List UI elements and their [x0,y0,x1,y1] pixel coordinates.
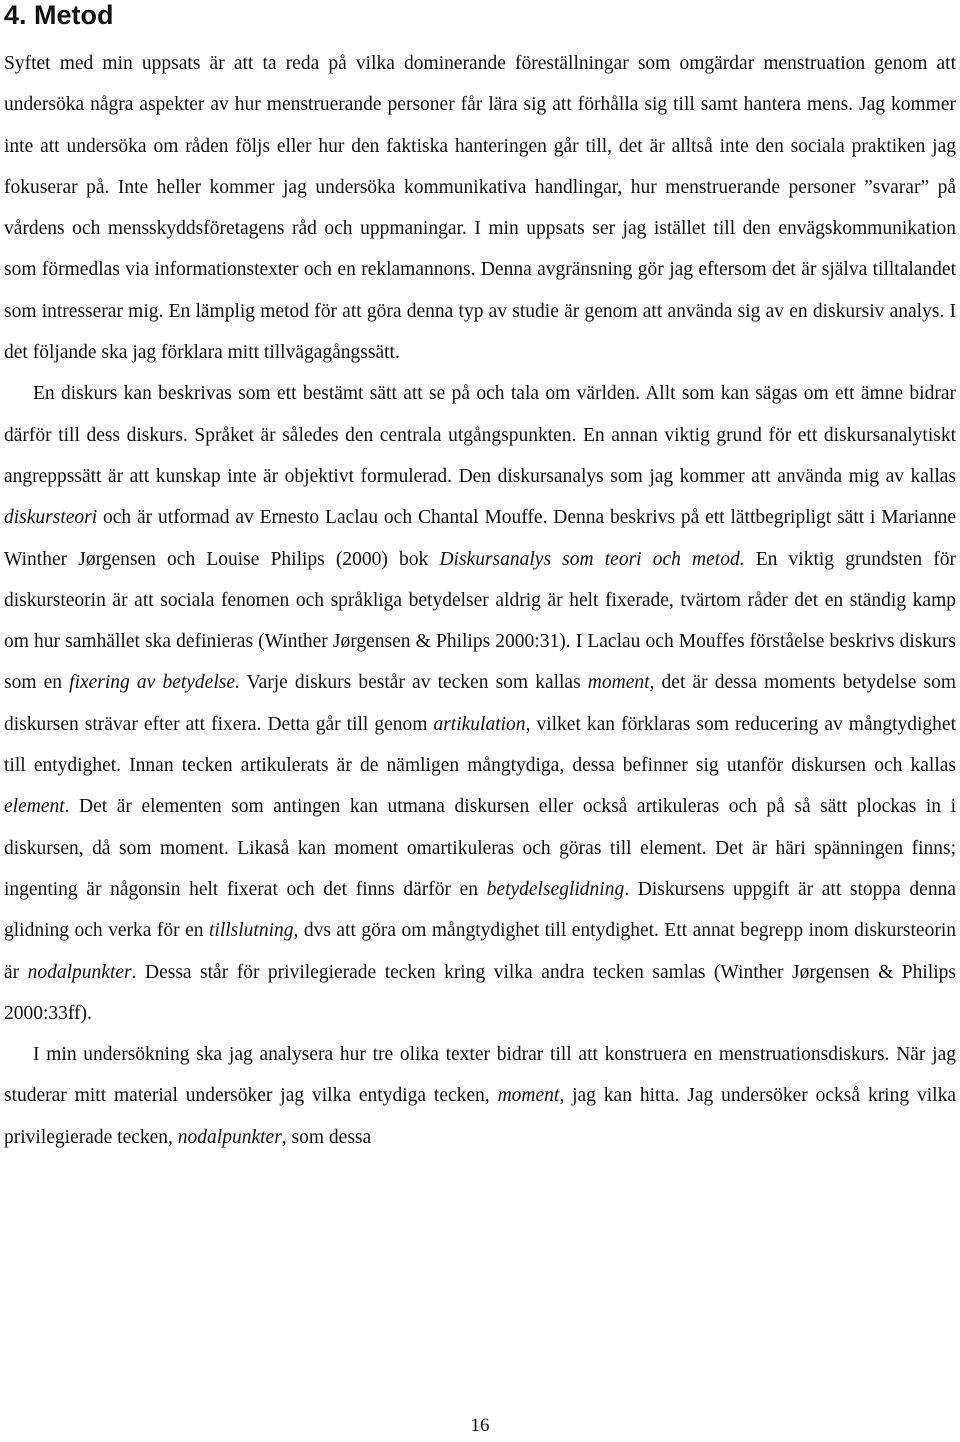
paragraph-2-text: och är utformad av Ernesto Laclau och Chantal Mouffe. Denna beskrivs på ett lättbegripligt sätt i Marianne Winther Jørgensen och Louise Philips (2000) bok [4,507,956,570]
term-moment: moment [497,1085,560,1107]
term-nodalpunkter: nodalpunkter [177,1126,282,1148]
paragraph-3-text: , jag kan hitta. Jag undersöker också kring vilka privilegierade tecken, [4,1085,956,1148]
paragraph-2-text: En diskurs kan beskrivas som ett bestämt sätt att se på och tala om världen. Allt som kan sägas om ett ämne bidrar därför till dess diskurs. Språket är således den centrala utgångspunkten. En annan viktig grund för ett diskursanalytiskt angreppssätt är att kunskap inte är objektivt formulerad. Den diskursanalys som jag kommer att använda mig av kallas [4,383,956,487]
term-tillslutning: tillslutning [208,920,294,942]
paragraph-2-text: En viktig grundsten för diskursteorin är att sociala fenomen och språkliga betydelser aldrig är helt fixerade, tvärtom råder det en ständig kamp om hur samhället ska definieras (Winther Jørgensen & Philips 2000:31). I Laclau och Mouffes förståelse beskrivs diskurs som en [4,548,956,694]
book-title: Diskursanalys som teori och metod. [439,548,745,570]
paragraph-2-text: . Diskursens uppgift är att stoppa denna glidning och verka för en [4,878,956,942]
paragraph-2 [4,373,956,1034]
term-element: element [4,796,65,818]
paragraph-2-text: Varje diskurs består av tecken som kallas [239,672,588,694]
paragraph-3-text: I min undersökning ska jag analysera hur tre olika texter bidrar till att konstruera en menstruationsdiskurs. När jag studerar mitt material undersöker jag vilka entydiga tecken, [4,1044,956,1107]
paragraph-2-text: . Det är elementen som antingen kan utmana diskursen eller också artikuleras och på så sätt plockas in i diskursen, då som moment. Likaså kan moment omartikuleras och göras till element. Det är häri spänningen finns; ingenting är någonsin helt fixerat och det finns därför en [4,796,956,900]
paragraph-3-text: , som dessa [281,1126,372,1148]
document-page [4,0,956,1442]
term-artikulation: artikulation [433,713,526,735]
paragraph-2-text: . Dessa står för privilegierade tecken kring vilka andra tecken samlas (Winther Jørgensen & Philips 2000:33ff). [4,961,956,1024]
paragraph-2-text: , vilket kan förklaras som reducering av mångtydighet till entydighet. Innan tecken artikulerats är de nämligen mångtydiga, dessa befinner sig utanför diskursen och kallas [4,713,957,777]
term-diskursteori: diskursteori [4,507,98,529]
term-nodalpunkter: nodalpunkter [27,961,132,983]
paragraph-1 [4,43,956,373]
section-heading: 4. Metod [4,0,114,30]
term-betydelseglidning: betydelseglidning [486,878,625,900]
paragraph-3 [4,1034,956,1158]
paragraph-2-text: det är dessa moments betydelse som diskursen strävar efter att fixera. Detta går till genom [4,672,956,735]
term-fixering: fixering av betydelse. [69,672,240,694]
term-moment: moment, [587,672,655,694]
paragraph-1-text: Syftet med min uppsats är att ta reda på vilka dominerande föreställningar som omgärdar menstruation genom att undersöka några aspekter av hur menstruerande personer får lära sig att förhålla sig till samt hantera mens. Jag kommer inte att undersöka om råden följs eller hur den faktiska hanteringen går till, det är alltså inte den sociala praktiken jag fokuserar på. Inte heller kommer jag undersöka kommunikativa handlingar, hur menstruerande personer ”svarar” på vårdens och mensskyddsföretagens råd och uppmaningar. I min uppsats ser jag istället till den envägskommunikation som förmedlas via informationstexter och en reklamannons. Denna avgränsning gör jag eftersom det är själva tilltalandet som intresserar mig. En lämplig metod för att göra denna typ av studie är genom att använda sig av en diskursiv analys. I det följande ska jag förklara mitt tillvägagångssätt. [4,53,956,364]
paragraph-2-text: , dvs att göra om mångtydighet till entydighet. Ett annat begrepp inom diskursteorin är [4,920,956,983]
page-number: 16 [470,1415,490,1436]
